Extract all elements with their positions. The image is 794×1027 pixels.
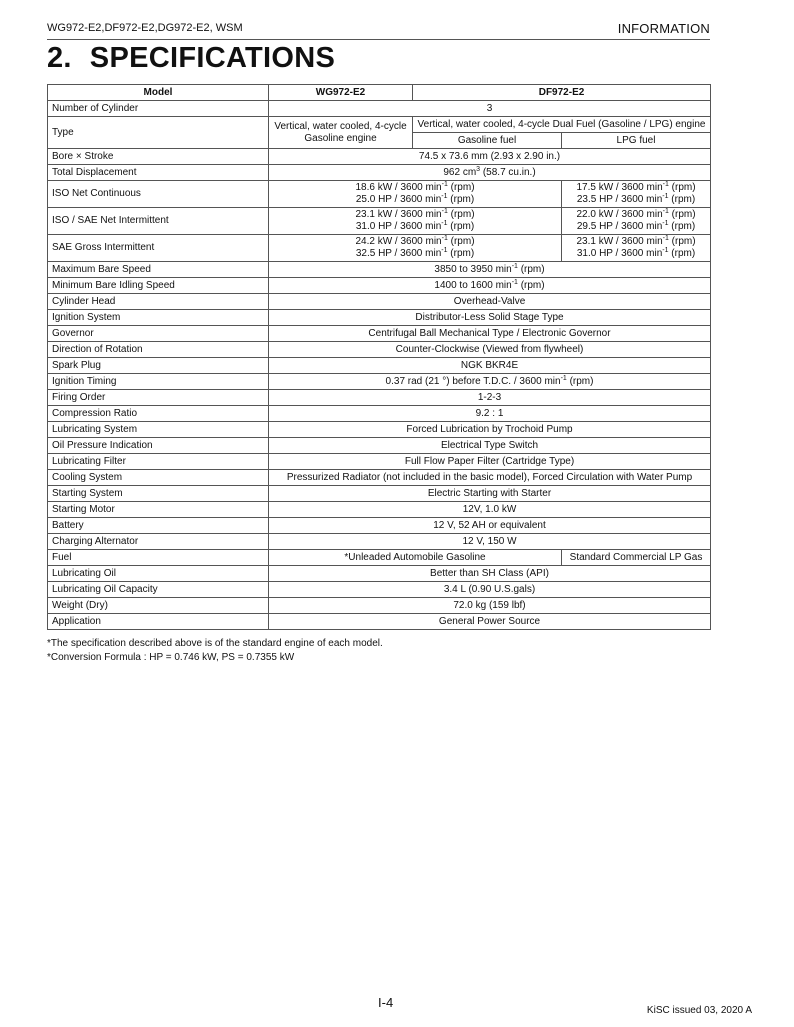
superscript: -1 xyxy=(441,181,448,188)
lpg-output-value xyxy=(562,181,711,208)
row-label: Application xyxy=(48,614,269,630)
table-row xyxy=(48,262,711,278)
table-row xyxy=(48,374,711,390)
row-label: Weight (Dry) xyxy=(48,598,269,614)
speed-value: 3850 to 3950 min xyxy=(434,263,512,275)
rpm-tail: (rpm) xyxy=(668,221,696,232)
rpm-tail: (rpm) xyxy=(517,263,545,275)
rpm-unit: / 3600 min xyxy=(392,236,442,247)
superscript: -1 xyxy=(441,193,448,200)
row-label: Compression Ratio xyxy=(48,406,269,422)
row-label: Governor xyxy=(48,326,269,342)
table-row xyxy=(48,165,711,181)
superscript: -1 xyxy=(441,235,448,242)
row-value: Better than SH Class (API) xyxy=(269,566,711,582)
row-label: Spark Plug xyxy=(48,358,269,374)
rpm-unit: / 3600 min xyxy=(613,236,663,247)
header-wg972: WG972-E2 xyxy=(269,85,413,101)
row-label: ISO Net Continuous xyxy=(48,181,269,208)
table-row xyxy=(48,454,711,470)
row-value: Electric Starting with Starter xyxy=(269,486,711,502)
row-value: Distributor-Less Solid Stage Type xyxy=(269,310,711,326)
row-value: 3.4 L (0.90 U.S.gals) xyxy=(269,582,711,598)
fuel-lpg-value: Standard Commercial LP Gas xyxy=(562,550,711,566)
row-label: Charging Alternator xyxy=(48,534,269,550)
superscript: -1 xyxy=(511,278,518,286)
rpm-unit: / 3600 min xyxy=(612,221,663,232)
row-label: Maximum Bare Speed xyxy=(48,262,269,278)
page-title xyxy=(47,42,335,75)
table-row xyxy=(48,518,711,534)
rpm-unit: / 3600 min xyxy=(613,209,663,220)
fuel-gasoline-value: *Unleaded Automobile Gasoline xyxy=(269,550,562,566)
superscript: -1 xyxy=(662,220,669,227)
output-line xyxy=(273,248,557,260)
rpm-unit: / 3600 min xyxy=(391,248,442,259)
row-value: Electrical Type Switch xyxy=(269,438,711,454)
rpm-tail: (rpm) xyxy=(447,221,475,232)
row-label: Oil Pressure Indication xyxy=(48,438,269,454)
row-value: 1-2-3 xyxy=(269,390,711,406)
speed-value: 1400 to 1600 min xyxy=(434,279,512,291)
gasoline-output-value xyxy=(269,208,562,235)
table-row xyxy=(48,502,711,518)
row-value: 12 V, 52 AH or equivalent xyxy=(269,518,711,534)
rpm-unit: / 3600 min xyxy=(612,248,663,259)
output-line xyxy=(273,209,557,221)
rpm-unit: / 3600 min xyxy=(392,209,442,220)
table-row xyxy=(48,582,711,598)
table-row xyxy=(48,406,711,422)
table-row xyxy=(48,117,711,133)
superscript: -1 xyxy=(511,262,518,270)
rpm-unit: / 3600 min xyxy=(392,182,442,193)
table-row xyxy=(48,470,711,486)
superscript: -1 xyxy=(441,208,448,215)
spec-rows-group xyxy=(48,566,711,630)
row-value: 72.0 kg (159 lbf) xyxy=(269,598,711,614)
row-value: 9.2 : 1 xyxy=(269,406,711,422)
output-figure: 18.6 kW xyxy=(355,182,393,193)
rpm-unit: / 3600 min xyxy=(613,182,663,193)
table-row xyxy=(48,310,711,326)
row-value: Overhead-Valve xyxy=(269,294,711,310)
output-line xyxy=(566,248,706,260)
output-figure: 25.0 HP xyxy=(355,194,392,205)
rpm-unit: / 3600 min xyxy=(391,194,442,205)
output-line xyxy=(566,236,706,248)
output-figure: 17.5 kW xyxy=(576,182,614,193)
row-label: Minimum Bare Idling Speed xyxy=(48,278,269,294)
rpm-tail: (rpm) xyxy=(668,248,696,259)
row-label: Total Displacement xyxy=(48,165,269,181)
section-number: 2. xyxy=(47,42,72,74)
rpm-tail: (rpm) xyxy=(447,248,475,259)
footnote: *Conversion Formula : HP = 0.746 kW, PS = 0.7355 kW xyxy=(47,651,295,663)
table-row xyxy=(48,566,711,582)
rpm-tail: (rpm) xyxy=(668,194,696,205)
header-divider xyxy=(47,39,710,40)
row-value xyxy=(269,374,711,390)
output-figure: 24.2 kW xyxy=(355,236,393,247)
output-line xyxy=(566,209,706,221)
table-row xyxy=(48,598,711,614)
output-line xyxy=(273,236,557,248)
lpg-fuel-subheader: LPG fuel xyxy=(562,133,711,149)
table-row xyxy=(48,181,711,208)
row-label: ISO / SAE Net Intermittent xyxy=(48,208,269,235)
table-row xyxy=(48,326,711,342)
row-label: Cooling System xyxy=(48,470,269,486)
row-label: Starting Motor xyxy=(48,502,269,518)
row-label: Lubricating System xyxy=(48,422,269,438)
row-label: Ignition System xyxy=(48,310,269,326)
spec-rows-group xyxy=(48,390,711,550)
header-document-codes: WG972-E2,DF972-E2,DG972-E2, WSM xyxy=(47,22,243,34)
table-row xyxy=(48,390,711,406)
table-row xyxy=(48,438,711,454)
timing-value: 0.37 rad (21 °) before T.D.C. / 3600 min xyxy=(385,375,561,387)
table-row xyxy=(48,486,711,502)
superscript: -1 xyxy=(662,193,669,200)
superscript: -1 xyxy=(662,208,669,215)
spec-rows-group xyxy=(48,294,711,374)
row-value: 3 xyxy=(269,101,711,117)
table-row xyxy=(48,614,711,630)
rpm-tail: (rpm) xyxy=(447,209,475,220)
output-line xyxy=(273,182,557,194)
lpg-output-value xyxy=(562,208,711,235)
table-row xyxy=(48,550,711,566)
footnotes xyxy=(47,637,383,664)
rpm-unit: / 3600 min xyxy=(612,194,663,205)
output-line xyxy=(273,194,557,206)
row-label: Bore × Stroke xyxy=(48,149,269,165)
row-value: 12 V, 150 W xyxy=(269,534,711,550)
gasoline-output-value xyxy=(269,181,562,208)
row-label: SAE Gross Intermittent xyxy=(48,235,269,262)
row-value: 12V, 1.0 kW xyxy=(269,502,711,518)
row-label: Firing Order xyxy=(48,390,269,406)
lpg-output-value xyxy=(562,235,711,262)
output-figure: 23.5 HP xyxy=(576,194,613,205)
table-row xyxy=(48,278,711,294)
table-row xyxy=(48,294,711,310)
rpm-tail: (rpm) xyxy=(668,209,696,220)
table-row xyxy=(48,149,711,165)
superscript: -1 xyxy=(560,374,567,382)
row-label: Lubricating Filter xyxy=(48,454,269,470)
header-model: Model xyxy=(48,85,269,101)
row-label: Battery xyxy=(48,518,269,534)
row-label: Type xyxy=(48,117,269,149)
table-header-row xyxy=(48,85,711,101)
superscript: -1 xyxy=(662,247,669,254)
output-figure: 31.0 HP xyxy=(355,221,392,232)
rpm-tail: (rpm) xyxy=(447,182,475,193)
row-value: Forced Lubrication by Trochoid Pump xyxy=(269,422,711,438)
gasoline-fuel-subheader: Gasoline fuel xyxy=(413,133,562,149)
rpm-unit: / 3600 min xyxy=(391,221,442,232)
gasoline-output-value xyxy=(269,235,562,262)
header-section-name: INFORMATION xyxy=(617,21,710,36)
row-label: Lubricating Oil Capacity xyxy=(48,582,269,598)
table-row xyxy=(48,101,711,117)
displacement-value: 962 cm xyxy=(443,166,477,178)
output-line xyxy=(273,221,557,233)
header-df972: DF972-E2 xyxy=(413,85,711,101)
type-df972-value: Vertical, water cooled, 4-cycle Dual Fuel (Gasoline / LPG) engine xyxy=(413,117,711,133)
table-row xyxy=(48,235,711,262)
output-figure: 23.1 kW xyxy=(576,236,614,247)
output-line xyxy=(566,182,706,194)
superscript: -1 xyxy=(441,247,448,254)
section-title: SPECIFICATIONS xyxy=(89,42,336,74)
row-label: Starting System xyxy=(48,486,269,502)
row-value: Full Flow Paper Filter (Cartridge Type) xyxy=(269,454,711,470)
row-value xyxy=(269,262,711,278)
displacement-tail: (58.7 cu.in.) xyxy=(480,166,536,178)
rpm-tail: (rpm) xyxy=(447,236,475,247)
output-figure: 23.1 kW xyxy=(355,209,393,220)
row-label: Cylinder Head xyxy=(48,294,269,310)
row-value: 74.5 x 73.6 mm (2.93 x 2.90 in.) xyxy=(269,149,711,165)
page-number: I-4 xyxy=(378,995,394,1010)
rpm-tail: (rpm) xyxy=(668,236,696,247)
output-line xyxy=(566,221,706,233)
table-row xyxy=(48,534,711,550)
issue-note: KiSC issued 03, 2020 A xyxy=(646,1005,752,1016)
row-value: Counter-Clockwise (Viewed from flywheel) xyxy=(269,342,711,358)
rpm-tail: (rpm) xyxy=(517,279,545,291)
footnote: *The specification described above is of the standard engine of each model. xyxy=(47,638,383,649)
table-row xyxy=(48,208,711,235)
output-figure: 22.0 kW xyxy=(576,209,614,220)
superscript: -1 xyxy=(441,220,448,227)
row-label: Number of Cylinder xyxy=(48,101,269,117)
rpm-tail: (rpm) xyxy=(447,194,475,205)
output-figure: 32.5 HP xyxy=(355,248,392,259)
output-figure: 31.0 HP xyxy=(576,248,613,259)
output-line xyxy=(566,194,706,206)
row-value xyxy=(269,165,711,181)
row-label: Lubricating Oil xyxy=(48,566,269,582)
type-wg972-value: Vertical, water cooled, 4-cycle Gasoline engine xyxy=(269,117,413,149)
row-label: Direction of Rotation xyxy=(48,342,269,358)
row-value: Pressurized Radiator (not included in the basic model), Forced Circulation with Water Pump xyxy=(269,470,711,486)
rpm-tail: (rpm) xyxy=(566,375,594,387)
specifications-table xyxy=(47,84,711,630)
row-value: NGK BKR4E xyxy=(269,358,711,374)
table-row xyxy=(48,358,711,374)
row-label: Ignition Timing xyxy=(48,374,269,390)
superscript: -1 xyxy=(662,181,669,188)
row-label: Fuel xyxy=(48,550,269,566)
table-row xyxy=(48,342,711,358)
rpm-tail: (rpm) xyxy=(668,182,696,193)
row-value: General Power Source xyxy=(269,614,711,630)
row-value xyxy=(269,278,711,294)
table-row xyxy=(48,422,711,438)
row-value: Centrifugal Ball Mechanical Type / Electronic Governor xyxy=(269,326,711,342)
output-figure: 29.5 HP xyxy=(576,221,613,232)
superscript: 3 xyxy=(476,165,481,173)
superscript: -1 xyxy=(662,235,669,242)
